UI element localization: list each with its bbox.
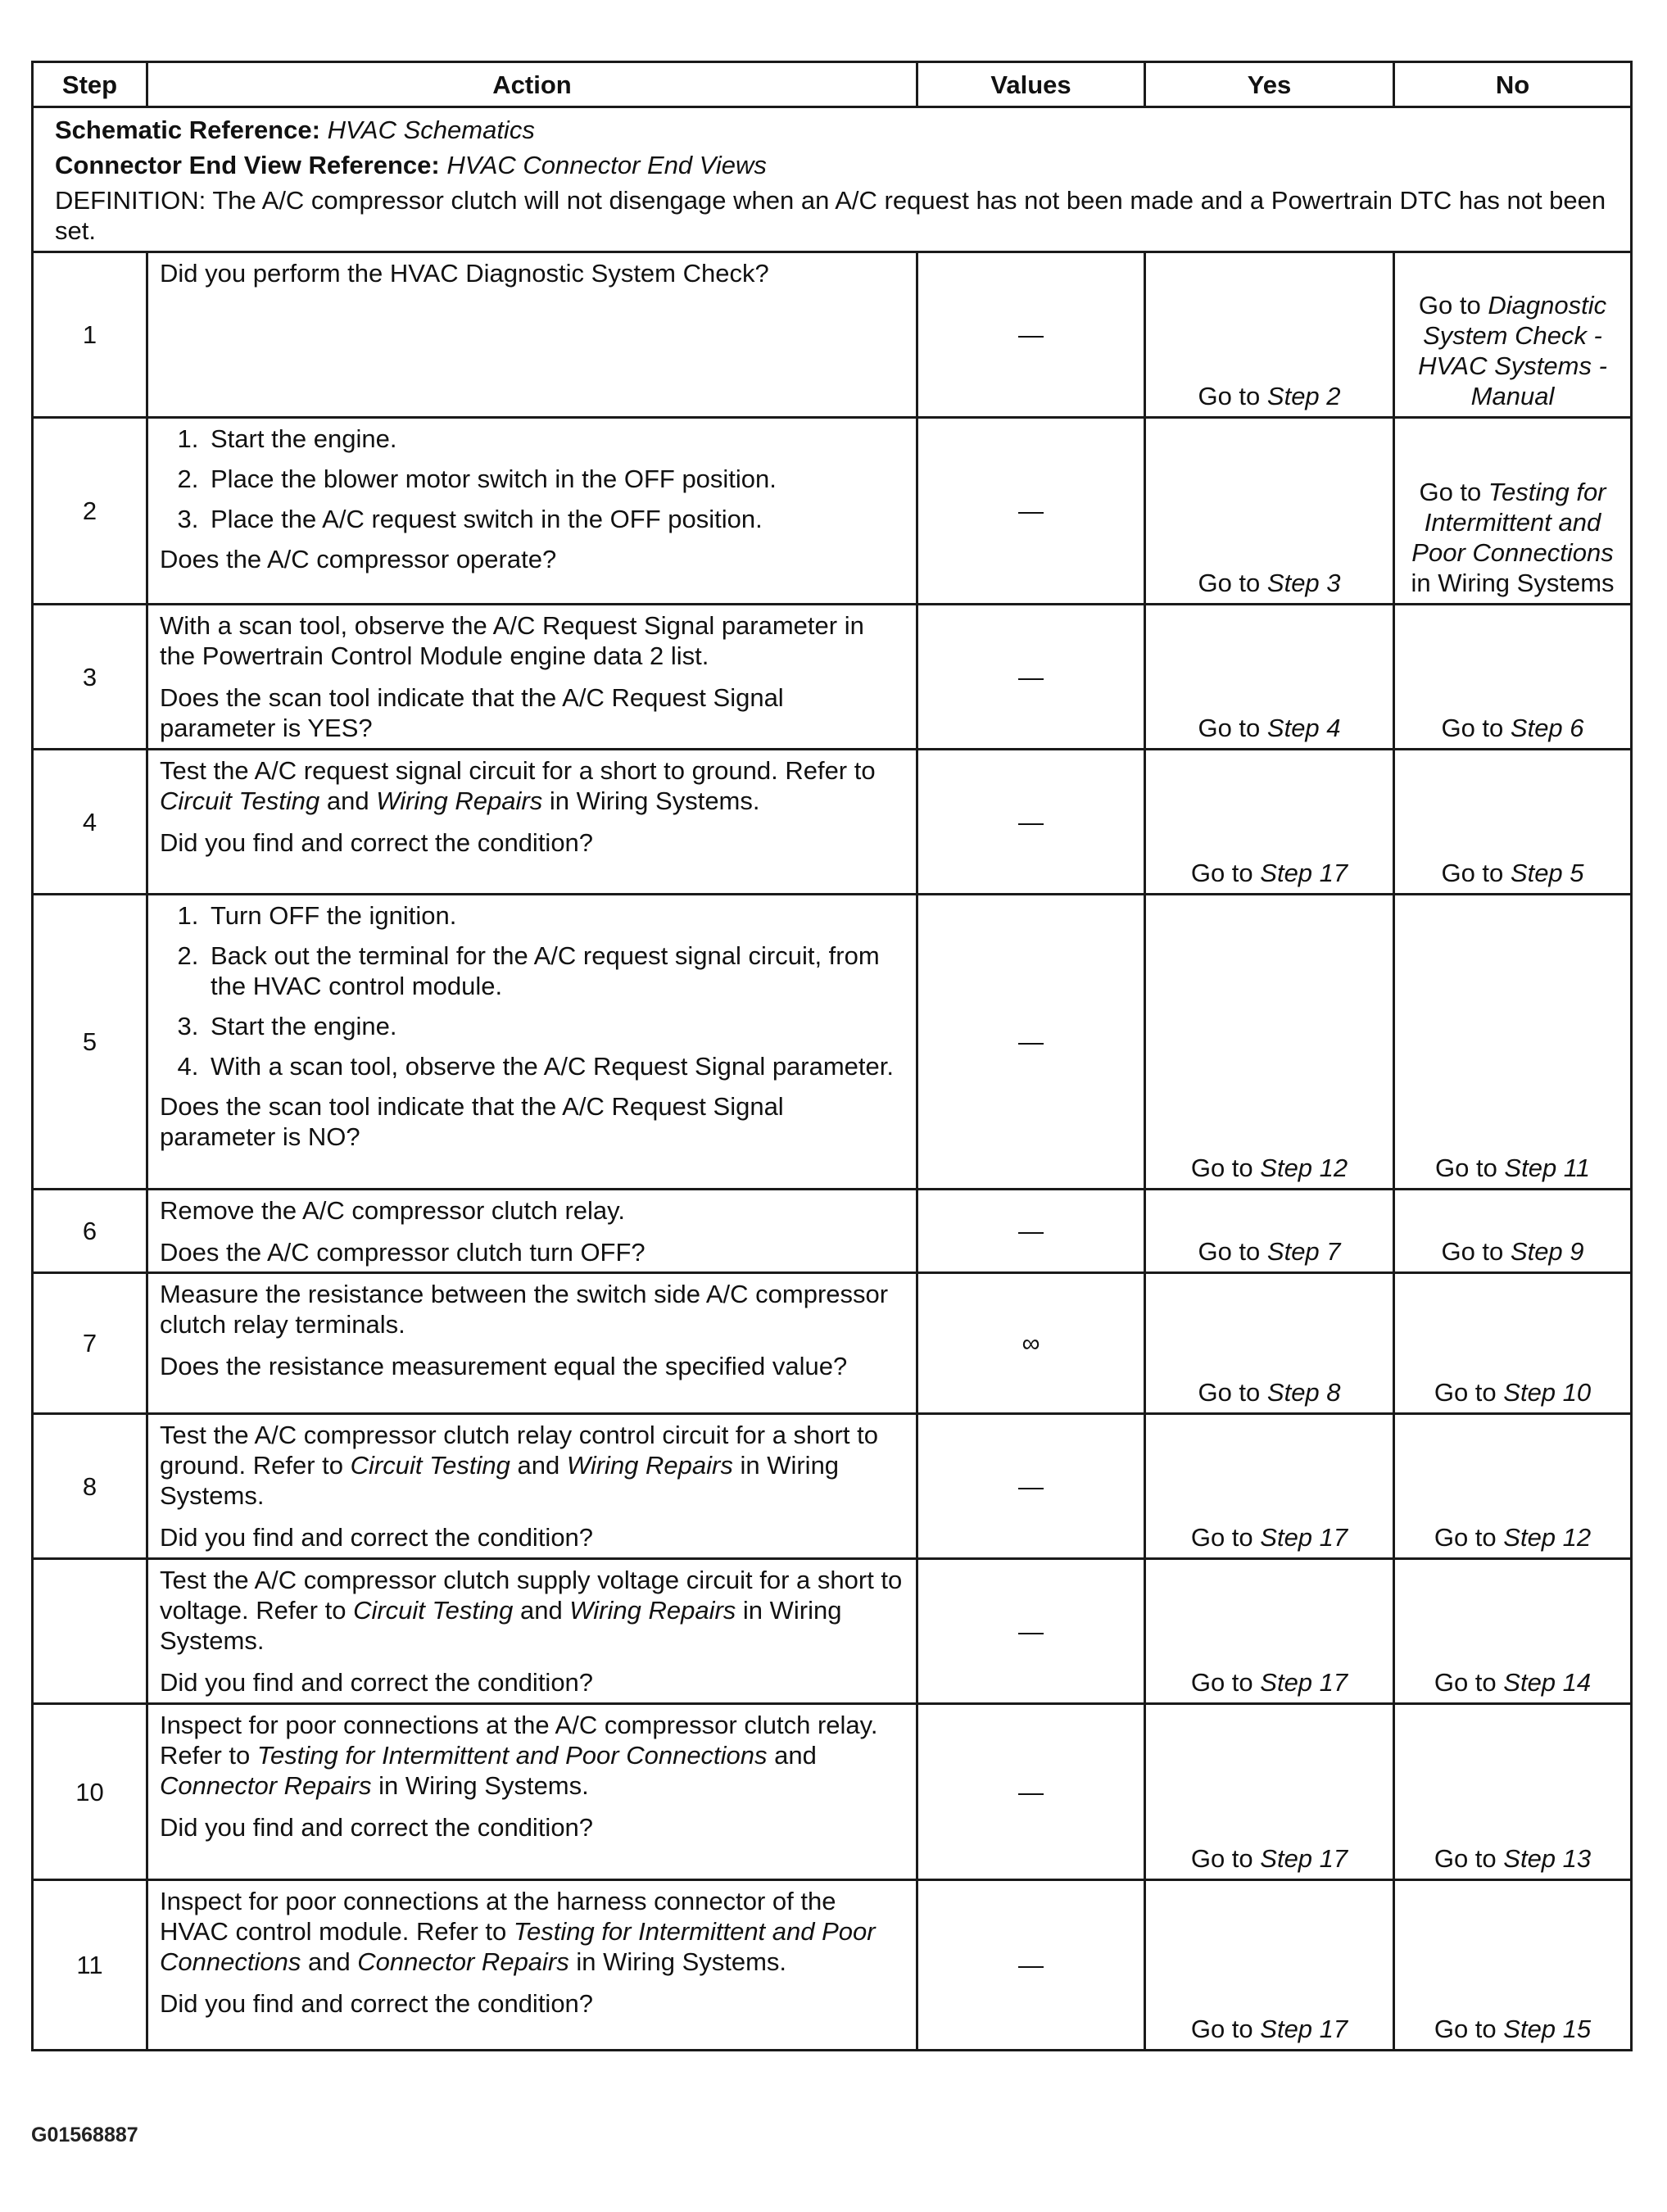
yes-cell [1145, 1880, 1394, 2051]
substep-item: 2. Back out the terminal for the A/C request signal circuit, from the HVAC control module. [206, 941, 904, 1001]
schematic-reference [55, 115, 1609, 145]
step-number: 5 [33, 895, 147, 1190]
step-row [33, 1190, 1632, 1273]
action-link[interactable]: Connector Repairs [357, 1947, 569, 1976]
yes-cell [1145, 1273, 1394, 1414]
action-link[interactable]: Circuit Testing [160, 786, 320, 815]
action-question [160, 1812, 904, 1843]
action-text: Did you perform the HVAC Diagnostic System Check? [160, 259, 769, 288]
no-text: Go to [1441, 1237, 1511, 1266]
no-cell [1394, 418, 1632, 605]
action-question [160, 1351, 904, 1381]
header-step: Step [33, 62, 147, 107]
value-cell: — [917, 1559, 1145, 1704]
action-text: Remove the A/C compressor clutch relay. [160, 1196, 625, 1225]
value-cell: — [917, 605, 1145, 750]
no-link[interactable]: Step 13 [1503, 1844, 1592, 1873]
value-cell: — [917, 1190, 1145, 1273]
action-text: and [510, 1451, 567, 1480]
action-link[interactable]: Circuit Testing [353, 1596, 514, 1625]
substep-list [160, 424, 904, 534]
yes-text: Go to [1190, 1844, 1261, 1873]
action-instruction [160, 1279, 904, 1339]
step-row [33, 1880, 1632, 2051]
no-text: Go to [1418, 291, 1488, 320]
yes-link[interactable]: Step 4 [1266, 714, 1341, 742]
no-text: Go to [1434, 1523, 1504, 1552]
action-text: in Wiring Systems. [542, 786, 760, 815]
yes-link[interactable]: Step 17 [1260, 1668, 1348, 1697]
no-link[interactable]: Step 9 [1510, 1237, 1584, 1266]
reference-cell [33, 107, 1632, 252]
no-link[interactable]: Step 11 [1504, 1154, 1590, 1182]
step-row [33, 605, 1632, 750]
value-cell: — [917, 252, 1145, 418]
yes-text: Go to [1198, 569, 1267, 597]
step-number: 8 [33, 1414, 147, 1559]
yes-text: Go to [1198, 382, 1267, 410]
yes-link[interactable]: Step 8 [1266, 1378, 1341, 1407]
no-cell [1394, 605, 1632, 750]
no-cell [1394, 1414, 1632, 1559]
no-cell [1394, 895, 1632, 1190]
step-number: 2 [33, 418, 147, 605]
step-row [33, 252, 1632, 418]
yes-cell [1145, 605, 1394, 750]
action-text: and [513, 1596, 570, 1625]
action-cell [147, 1273, 917, 1414]
action-text: in Wiring Systems. [371, 1771, 589, 1800]
action-instruction [160, 258, 904, 288]
no-link[interactable]: Diagnostic System Check - HVAC Systems - Manual [1418, 291, 1607, 410]
action-instruction [160, 610, 904, 671]
action-question [160, 682, 904, 743]
yes-link[interactable]: Step 17 [1260, 1523, 1348, 1552]
action-link[interactable]: Connector Repairs [160, 1771, 372, 1800]
action-text: and [319, 786, 377, 815]
action-text: Measure the resistance between the switch side A/C compressor clutch relay terminals. [160, 1280, 889, 1339]
step-row [33, 895, 1632, 1190]
question-text: Did you find and correct the condition? [160, 1668, 594, 1697]
action-text: Test the A/C compressor clutch relay control circuit for a short to ground. Refer to [160, 1421, 878, 1480]
action-question [160, 1988, 904, 2019]
action-cell [147, 252, 917, 418]
no-cell [1394, 1704, 1632, 1880]
yes-cell [1145, 895, 1394, 1190]
action-text: Inspect for poor connections at the harness connector of the HVAC control module. Refer to [160, 1887, 836, 1946]
action-question [160, 544, 904, 574]
header-row [33, 62, 1632, 107]
yes-cell [1145, 750, 1394, 895]
question-text: Did you find and correct the condition? [160, 1813, 594, 1842]
question-text: Did you find and correct the condition? [160, 828, 594, 857]
action-text: and [301, 1947, 358, 1976]
no-link[interactable]: Step 6 [1510, 714, 1584, 742]
no-text: Go to [1434, 1154, 1505, 1182]
yes-text: Go to [1190, 859, 1261, 887]
action-cell [147, 418, 917, 605]
yes-link[interactable]: Step 7 [1266, 1237, 1341, 1266]
no-link[interactable]: Step 15 [1503, 2015, 1592, 2043]
action-link[interactable]: Circuit Testing [350, 1451, 510, 1480]
yes-link[interactable]: Step 17 [1260, 2015, 1348, 2043]
action-instruction [160, 1195, 904, 1226]
action-cell [147, 1880, 917, 2051]
step-number: 6 [33, 1190, 147, 1273]
action-cell [147, 1190, 917, 1273]
yes-link[interactable]: Step 17 [1260, 1844, 1348, 1873]
no-text: Go to [1434, 1844, 1504, 1873]
yes-text: Go to [1190, 1523, 1261, 1552]
value-cell: — [917, 1704, 1145, 1880]
no-text: Go to [1441, 714, 1511, 742]
substep-item: 3. Start the engine. [206, 1011, 904, 1041]
yes-cell [1145, 1704, 1394, 1880]
action-link[interactable]: Wiring Repairs [566, 1451, 733, 1480]
schematic-reference-link[interactable]: HVAC Schematics [327, 116, 535, 144]
yes-text: Go to [1198, 1237, 1267, 1266]
substep-item: 1. Start the engine. [206, 424, 904, 454]
substep-item: 1. Turn OFF the ignition. [206, 900, 904, 931]
no-text: Go to [1441, 859, 1511, 887]
header-yes: Yes [1145, 62, 1394, 107]
step-row [33, 1559, 1632, 1704]
yes-text: Go to [1198, 714, 1267, 742]
question-text: Does the A/C compressor clutch turn OFF? [160, 1238, 646, 1267]
action-question [160, 1091, 904, 1152]
figure-id: G01568887 [31, 2124, 138, 2146]
action-instruction [160, 1710, 904, 1801]
no-cell [1394, 252, 1632, 418]
no-text: Go to [1419, 478, 1488, 506]
yes-link[interactable]: Step 12 [1260, 1154, 1348, 1182]
step-number: 7 [33, 1273, 147, 1414]
substep-list [160, 900, 904, 1081]
action-cell [147, 1559, 917, 1704]
action-instruction [160, 1565, 904, 1656]
yes-text: Go to [1190, 2015, 1261, 2043]
question-text: Did you find and correct the condition? [160, 1989, 594, 2018]
yes-cell [1145, 418, 1394, 605]
no-link[interactable]: Step 12 [1503, 1523, 1592, 1552]
step-row [33, 418, 1632, 605]
no-cell [1394, 1273, 1632, 1414]
no-link[interactable]: Testing for Intermittent and Poor Connections [1411, 478, 1614, 567]
action-cell [147, 1414, 917, 1559]
action-question [160, 1237, 904, 1267]
step-number: 10 [33, 1704, 147, 1880]
action-question [160, 827, 904, 858]
action-text: in Wiring Systems. [160, 1596, 842, 1655]
no-text: Go to [1434, 1378, 1504, 1407]
yes-link[interactable]: Step 3 [1266, 569, 1341, 597]
action-instruction [160, 755, 904, 816]
no-link[interactable]: Step 10 [1503, 1378, 1592, 1407]
action-text: Inspect for poor connections at the A/C compressor clutch relay. Refer to [160, 1711, 878, 1770]
step-number: 4 [33, 750, 147, 895]
yes-text: Go to [1190, 1154, 1261, 1182]
yes-link[interactable]: Step 17 [1260, 859, 1348, 887]
no-cell [1394, 1190, 1632, 1273]
diagnostic-table [31, 61, 1633, 2051]
action-cell [147, 750, 917, 895]
action-text: Test the A/C compressor clutch supply voltage circuit for a short to voltage. Refer to [160, 1566, 903, 1625]
step-row [33, 750, 1632, 895]
value-cell: — [917, 1414, 1145, 1559]
action-cell [147, 895, 917, 1190]
header-no: No [1394, 62, 1632, 107]
action-instruction [160, 1420, 904, 1511]
no-link[interactable]: Step 5 [1510, 859, 1584, 887]
step-row [33, 1414, 1632, 1559]
step-number: 1 [33, 252, 147, 418]
action-text: in Wiring Systems. [569, 1947, 787, 1976]
yes-cell [1145, 1414, 1394, 1559]
substep-item: 3. Place the A/C request switch in the OFF position. [206, 504, 904, 534]
header-values: Values [917, 62, 1145, 107]
question-text: Does the scan tool indicate that the A/C Request Signal parameter is YES? [160, 683, 784, 742]
definition-text: DEFINITION: The A/C compressor clutch will not disengage when an A/C request has not been made and a Powertrain DTC has not been set. [55, 186, 1606, 245]
question-text: Did you find and correct the condition? [160, 1523, 594, 1552]
no-link[interactable]: Step 14 [1503, 1668, 1592, 1697]
action-link[interactable]: Wiring Repairs [569, 1596, 736, 1625]
action-cell [147, 1704, 917, 1880]
value-cell: — [917, 1880, 1145, 2051]
no-cell [1394, 750, 1632, 895]
step-row [33, 1704, 1632, 1880]
yes-cell [1145, 1559, 1394, 1704]
action-text: in Wiring Systems. [160, 1451, 840, 1510]
no-cell [1394, 1880, 1632, 2051]
yes-cell [1145, 252, 1394, 418]
yes-text: Go to [1190, 1668, 1261, 1697]
action-question [160, 1667, 904, 1698]
step-row [33, 1273, 1632, 1414]
no-text: Go to [1434, 2015, 1504, 2043]
yes-link[interactable]: Step 2 [1266, 382, 1341, 410]
connector-reference-label: Connector End View Reference: [55, 151, 440, 179]
connector-reference [55, 150, 1609, 180]
value-cell: — [917, 750, 1145, 895]
action-text: With a scan tool, observe the A/C Request Signal parameter in the Powertrain Control Module engine data 2 list. [160, 611, 864, 670]
substep-item: 2. Place the blower motor switch in the OFF position. [206, 464, 904, 494]
header-action: Action [147, 62, 917, 107]
reference-row [33, 107, 1632, 252]
step-number: 3 [33, 605, 147, 750]
no-text: in Wiring Systems [1411, 569, 1615, 597]
yes-text: Go to [1198, 1378, 1267, 1407]
substep-item: 4. With a scan tool, observe the A/C Request Signal parameter. [206, 1051, 904, 1081]
no-cell [1394, 1559, 1632, 1704]
action-text: and [767, 1741, 817, 1770]
connector-reference-link[interactable]: HVAC Connector End Views [446, 151, 767, 179]
action-link[interactable]: Wiring Repairs [376, 786, 543, 815]
question-text: Does the resistance measurement equal the specified value? [160, 1352, 848, 1380]
step-number: 11 [33, 1880, 147, 2051]
action-instruction [160, 1886, 904, 1977]
action-link[interactable]: Testing for Intermittent and Poor Connections [256, 1741, 768, 1770]
action-link[interactable]: Testing for Intermittent and Poor Connections [160, 1917, 876, 1976]
schematic-reference-label: Schematic Reference: [55, 116, 320, 144]
no-text: Go to [1434, 1668, 1504, 1697]
action-text: Test the A/C request signal circuit for a short to ground. Refer to [160, 756, 876, 785]
question-text: Does the scan tool indicate that the A/C Request Signal parameter is NO? [160, 1092, 784, 1151]
step-number [33, 1559, 147, 1704]
value-cell: — [917, 418, 1145, 605]
value-cell: — [917, 895, 1145, 1190]
action-question [160, 1522, 904, 1552]
action-cell [147, 605, 917, 750]
question-text: Does the A/C compressor operate? [160, 545, 557, 573]
value-cell: ∞ [917, 1273, 1145, 1414]
yes-cell [1145, 1190, 1394, 1273]
